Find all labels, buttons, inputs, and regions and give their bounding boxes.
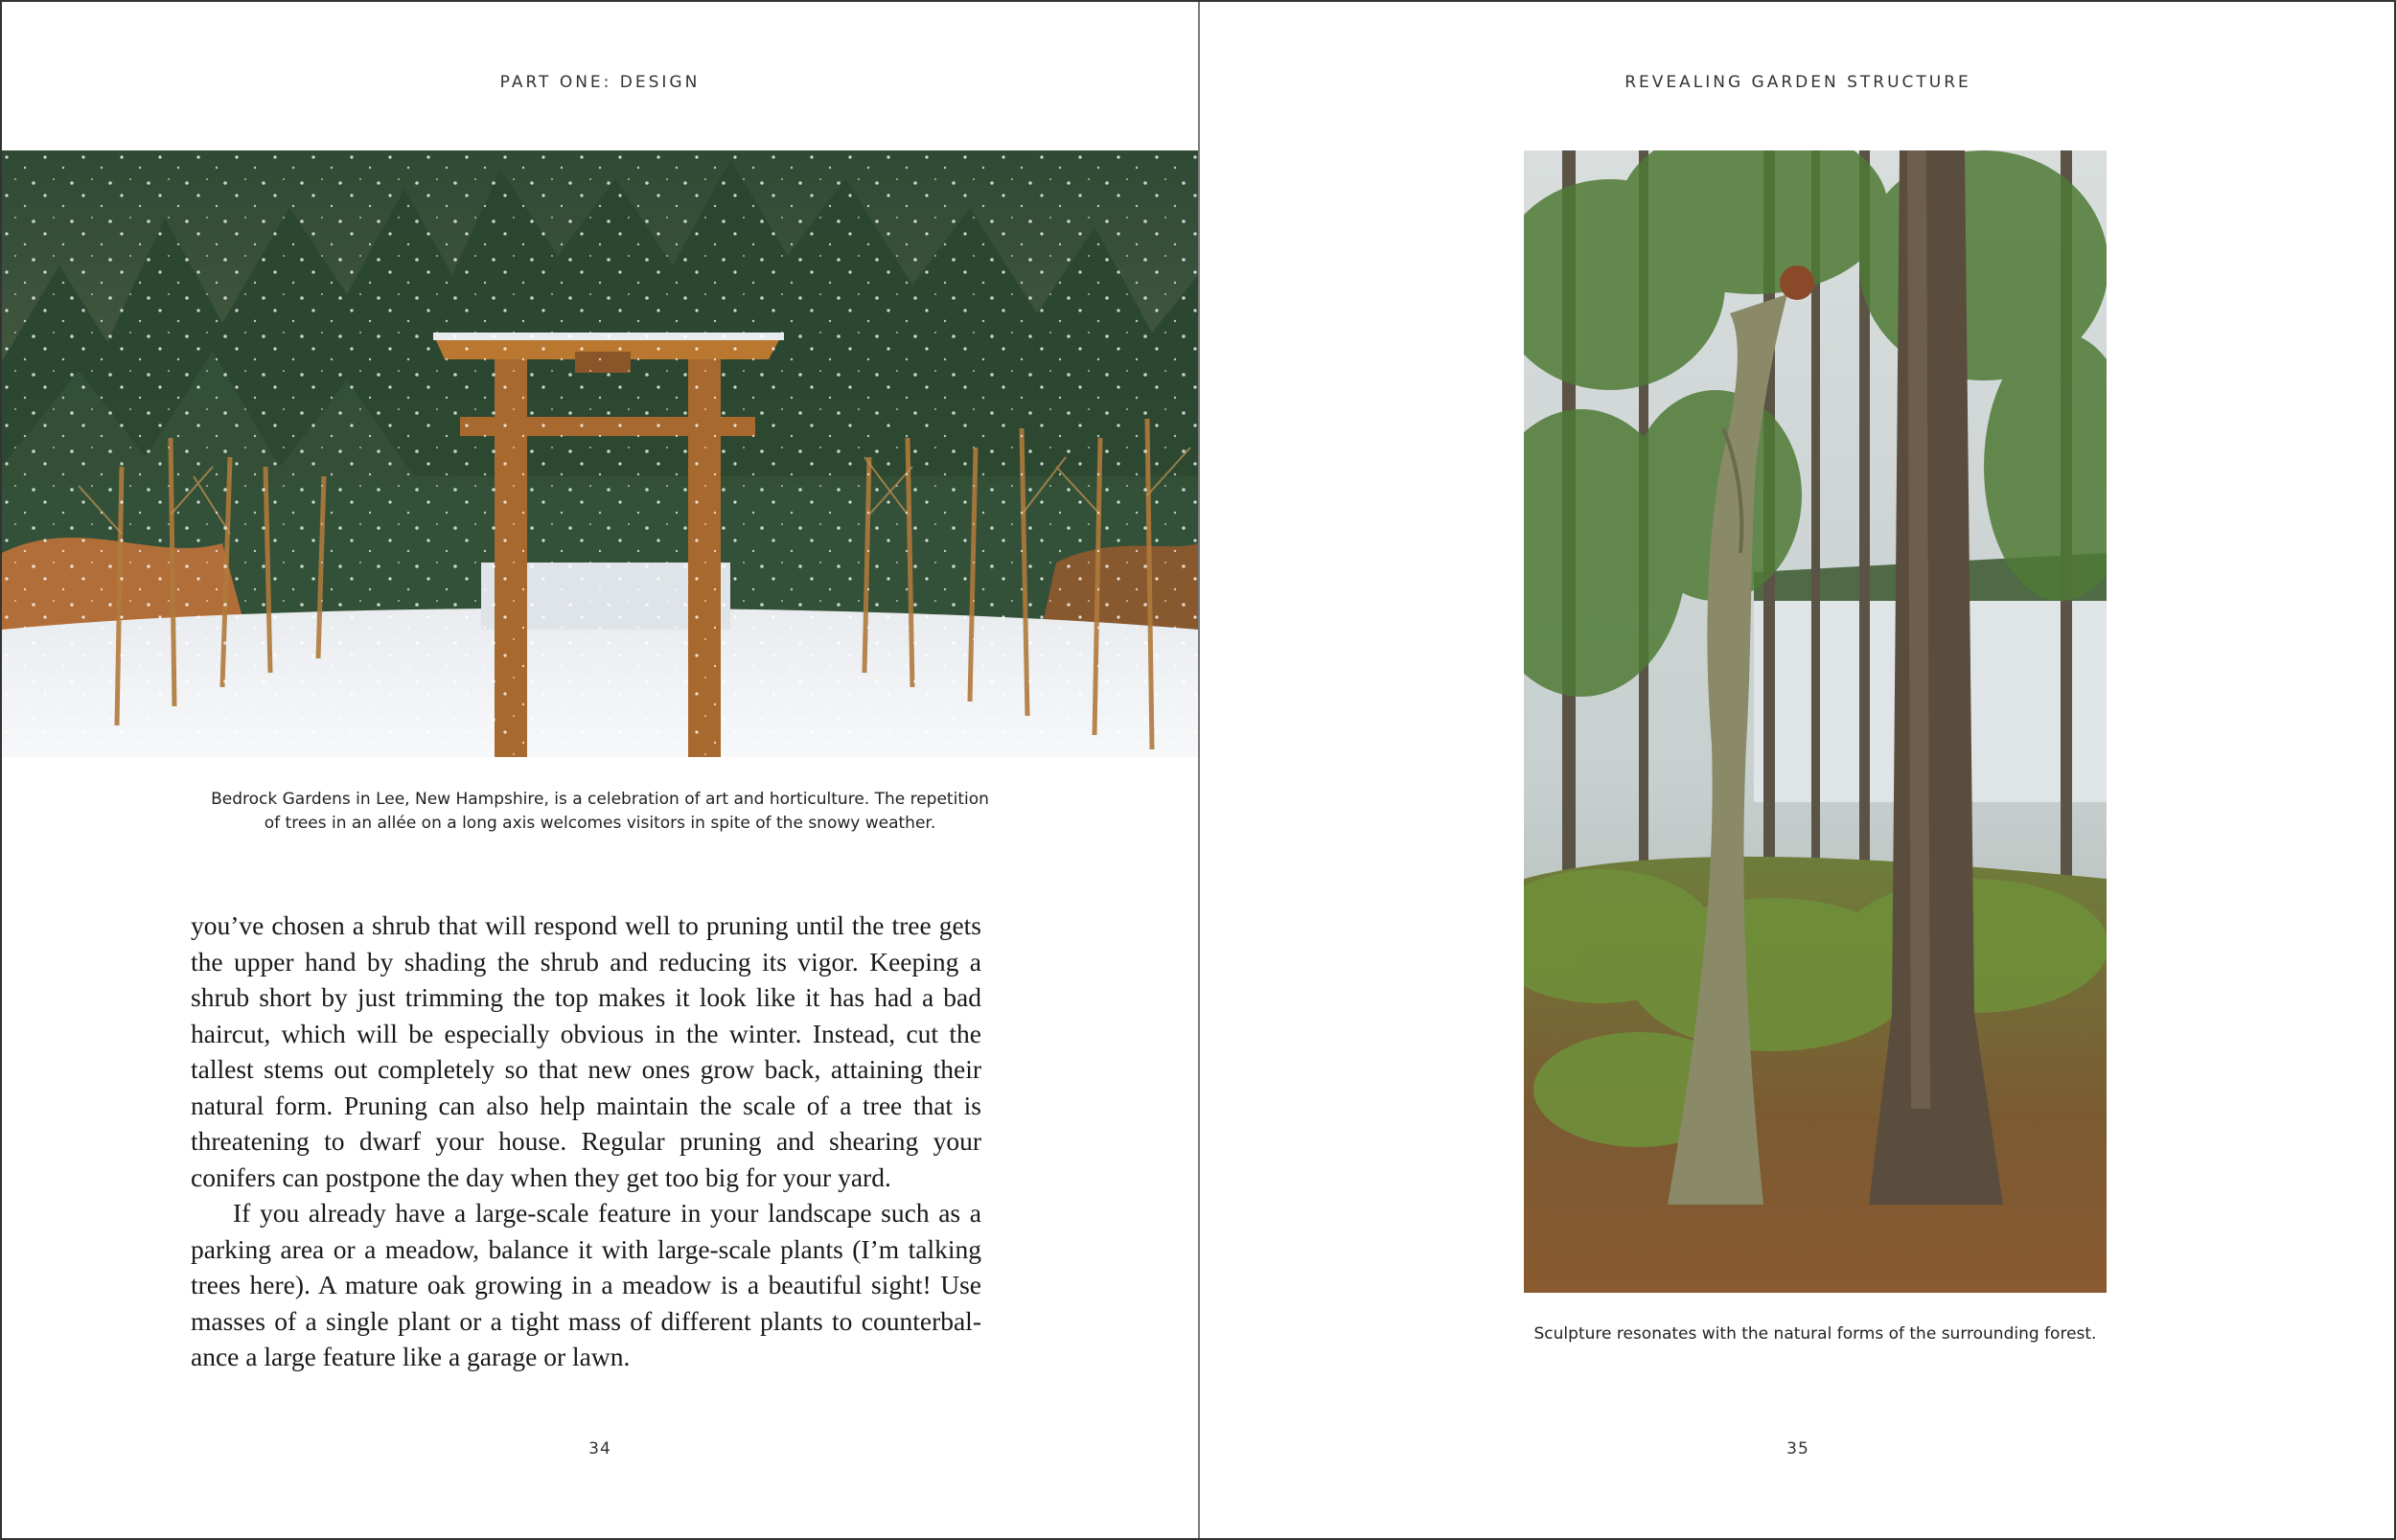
- body-paragraph-2: If you already have a large-scale feature in your landscape such as a parking area or a meadow, balance it with large-scale plants (I’m talking trees here). A mature oak growing in a meadow is a beautiful sight! Use masses of a single plant or a tight mass of different plants to counterbalance a large feature like a garage or lawn.: [191, 1198, 981, 1371]
- page-number-left: 34: [588, 1439, 611, 1459]
- photo-caption-left-line1: Bedrock Gardens in Lee, New Hampshire, is a celebration of art and horticulture. The repetition: [211, 790, 989, 809]
- torii-gate-snow-photo: [2, 150, 1198, 757]
- page-number-right: 35: [1786, 1439, 1809, 1459]
- running-head-right: REVEALING GARDEN STRUCTURE: [1624, 73, 1971, 92]
- left-page: [2, 2, 1198, 1538]
- photo-caption-left-line2: of trees in an allée on a long axis welcomes visitors in spite of the snowy weather.: [264, 814, 936, 833]
- body-text: [191, 908, 981, 1375]
- body-paragraph-1: you’ve chosen a shrub that will respond well to pruning until the tree gets the upper hand by shading the shrub and reducing its vigor. Keeping a shrub short by just trimming the top makes it look like it has had a bad haircut, which will be especially obvious in the winter. Instead, cut the tallest stems out completely so that new ones grow back, attaining their natural form. Pruning can also help maintain the scale of a tree that is threatening to dwarf your house. Regular pruning and shearing your conifers can postpone the day when they get too big for your yard.: [191, 910, 981, 1192]
- photo-caption-right: Sculpture resonates with the natural forms of the surrounding forest.: [1533, 1324, 2097, 1344]
- photo-caption-left: [2, 788, 1198, 836]
- right-page: [1200, 2, 2396, 1538]
- running-head-left: PART ONE: DESIGN: [499, 73, 701, 92]
- forest-sculpture-photo: [1524, 150, 2107, 1293]
